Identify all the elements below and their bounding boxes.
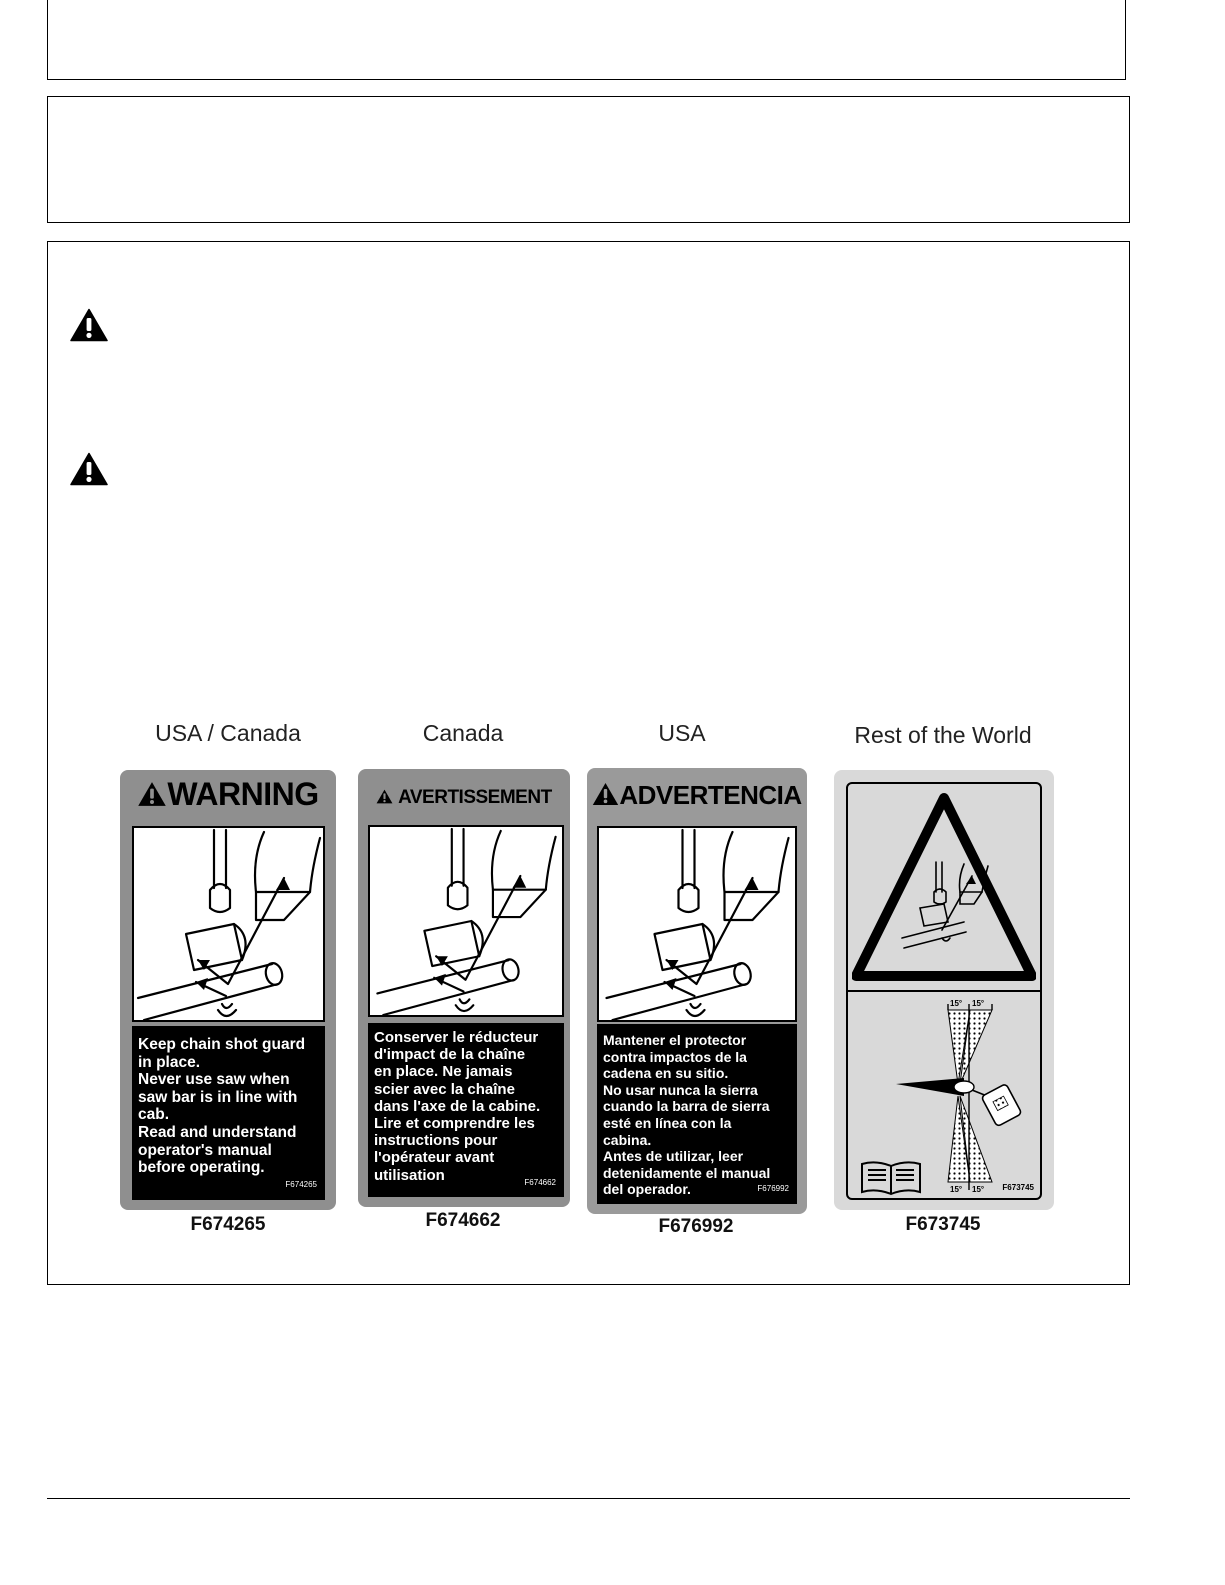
decal-part-number-small: F673745 xyxy=(1002,1183,1034,1192)
warning-triangle-icon xyxy=(592,782,619,806)
decal-line: in place. xyxy=(138,1053,201,1071)
decal-part-number: F673745 xyxy=(905,1214,981,1235)
angle-label: 15° xyxy=(950,999,963,1008)
decal-line: Keep chain shot guard xyxy=(138,1036,306,1053)
top-frame xyxy=(47,0,1126,80)
decal-line: cadena en su sitio. xyxy=(603,1065,729,1082)
warning-triangle-icon xyxy=(376,789,393,804)
angle-label: 15° xyxy=(972,1185,985,1194)
chain-shot-illustration xyxy=(370,827,562,1015)
decal-panel xyxy=(358,769,570,1207)
chain-shot-illustration xyxy=(134,828,323,1020)
angle-label: 15° xyxy=(950,1185,963,1194)
decal-header-text: ADVERTENCIA xyxy=(619,780,802,810)
decal-line: cabina. xyxy=(603,1131,652,1148)
decal-panel xyxy=(834,770,1054,1210)
decal-message xyxy=(597,1024,797,1204)
decal-line: Read and understand xyxy=(138,1123,297,1141)
decal-line: Never use saw when xyxy=(138,1071,290,1089)
iso-decal-frame xyxy=(846,782,1042,1200)
decal-header-text: WARNING xyxy=(167,776,319,812)
decal-part-number: F674265 xyxy=(190,1214,266,1235)
decal-part-number: F676992 xyxy=(658,1216,734,1237)
decal-line: detenidamente el manual xyxy=(603,1164,771,1181)
chain-shot-pictorial xyxy=(132,826,325,1022)
chain-shot-pictorial xyxy=(597,826,797,1022)
warning-triangle-icon xyxy=(70,308,108,342)
decal-message xyxy=(368,1023,564,1197)
decal-header xyxy=(358,787,570,809)
warning-triangle-icon xyxy=(137,781,167,807)
safety-content-frame xyxy=(47,241,1130,1285)
decal-header-text: AVERTISSEMENT xyxy=(398,787,552,808)
decal-header xyxy=(587,780,807,811)
decal-line: Antes de utilizar, leer xyxy=(603,1148,744,1165)
decal-header xyxy=(120,776,336,813)
decal-panel xyxy=(120,770,336,1210)
decal-line: dans l'axe de la cabine. xyxy=(374,1097,541,1115)
decal-line: operator's manual xyxy=(138,1141,272,1159)
footer-rule xyxy=(47,1498,1130,1499)
decal-line: cab. xyxy=(138,1106,170,1124)
decal-line: cuando la barra de sierra xyxy=(603,1098,770,1115)
decal-line: saw bar is in line with xyxy=(138,1088,298,1106)
decal-line: instructions pour xyxy=(374,1132,498,1150)
chain-shot-illustration xyxy=(599,828,795,1020)
decal-line: contra impactos de la xyxy=(603,1048,747,1065)
chain-shot-pictorial xyxy=(368,825,564,1017)
decal-part-number-small: F674265 xyxy=(285,1180,317,1190)
decal-line: esté en línea con la xyxy=(603,1114,732,1131)
region-label: Canada xyxy=(422,720,504,746)
decal-part-number-small: F674662 xyxy=(524,1177,556,1187)
decal-line: l'opérateur avant xyxy=(374,1149,495,1167)
decal-line: before operating. xyxy=(138,1159,265,1177)
header-frame xyxy=(47,96,1130,223)
decal-part-number-small: F676992 xyxy=(757,1184,789,1194)
region-label: Rest of the World xyxy=(854,722,1032,748)
decal-line: Lire et comprendre les xyxy=(374,1115,535,1133)
warning-triangle-icon xyxy=(70,452,108,486)
angle-label: 15° xyxy=(972,999,985,1008)
decal-line: Conserver le réducteur xyxy=(374,1029,539,1046)
decal-line: d'impact de la chaîne xyxy=(374,1046,526,1064)
decal-part-number: F674662 xyxy=(425,1210,501,1231)
decal-message xyxy=(132,1026,325,1200)
decal-panel xyxy=(587,768,807,1214)
manual-book-icon xyxy=(858,1158,924,1198)
decal-line: Mantener el protector xyxy=(603,1032,747,1048)
chain-shot-hazard-triangle xyxy=(852,792,1036,986)
decal-line: No usar nunca la sierra xyxy=(603,1081,758,1098)
decal-line: en place. Ne jamais xyxy=(374,1063,513,1081)
decal-line: del operador. xyxy=(603,1181,691,1198)
iso-divider xyxy=(848,990,1040,992)
decal-line: scier avec la chaîne xyxy=(374,1080,515,1098)
region-label: USA xyxy=(658,720,706,746)
region-label: USA / Canada xyxy=(155,720,301,746)
decal-line: utilisation xyxy=(374,1166,445,1184)
